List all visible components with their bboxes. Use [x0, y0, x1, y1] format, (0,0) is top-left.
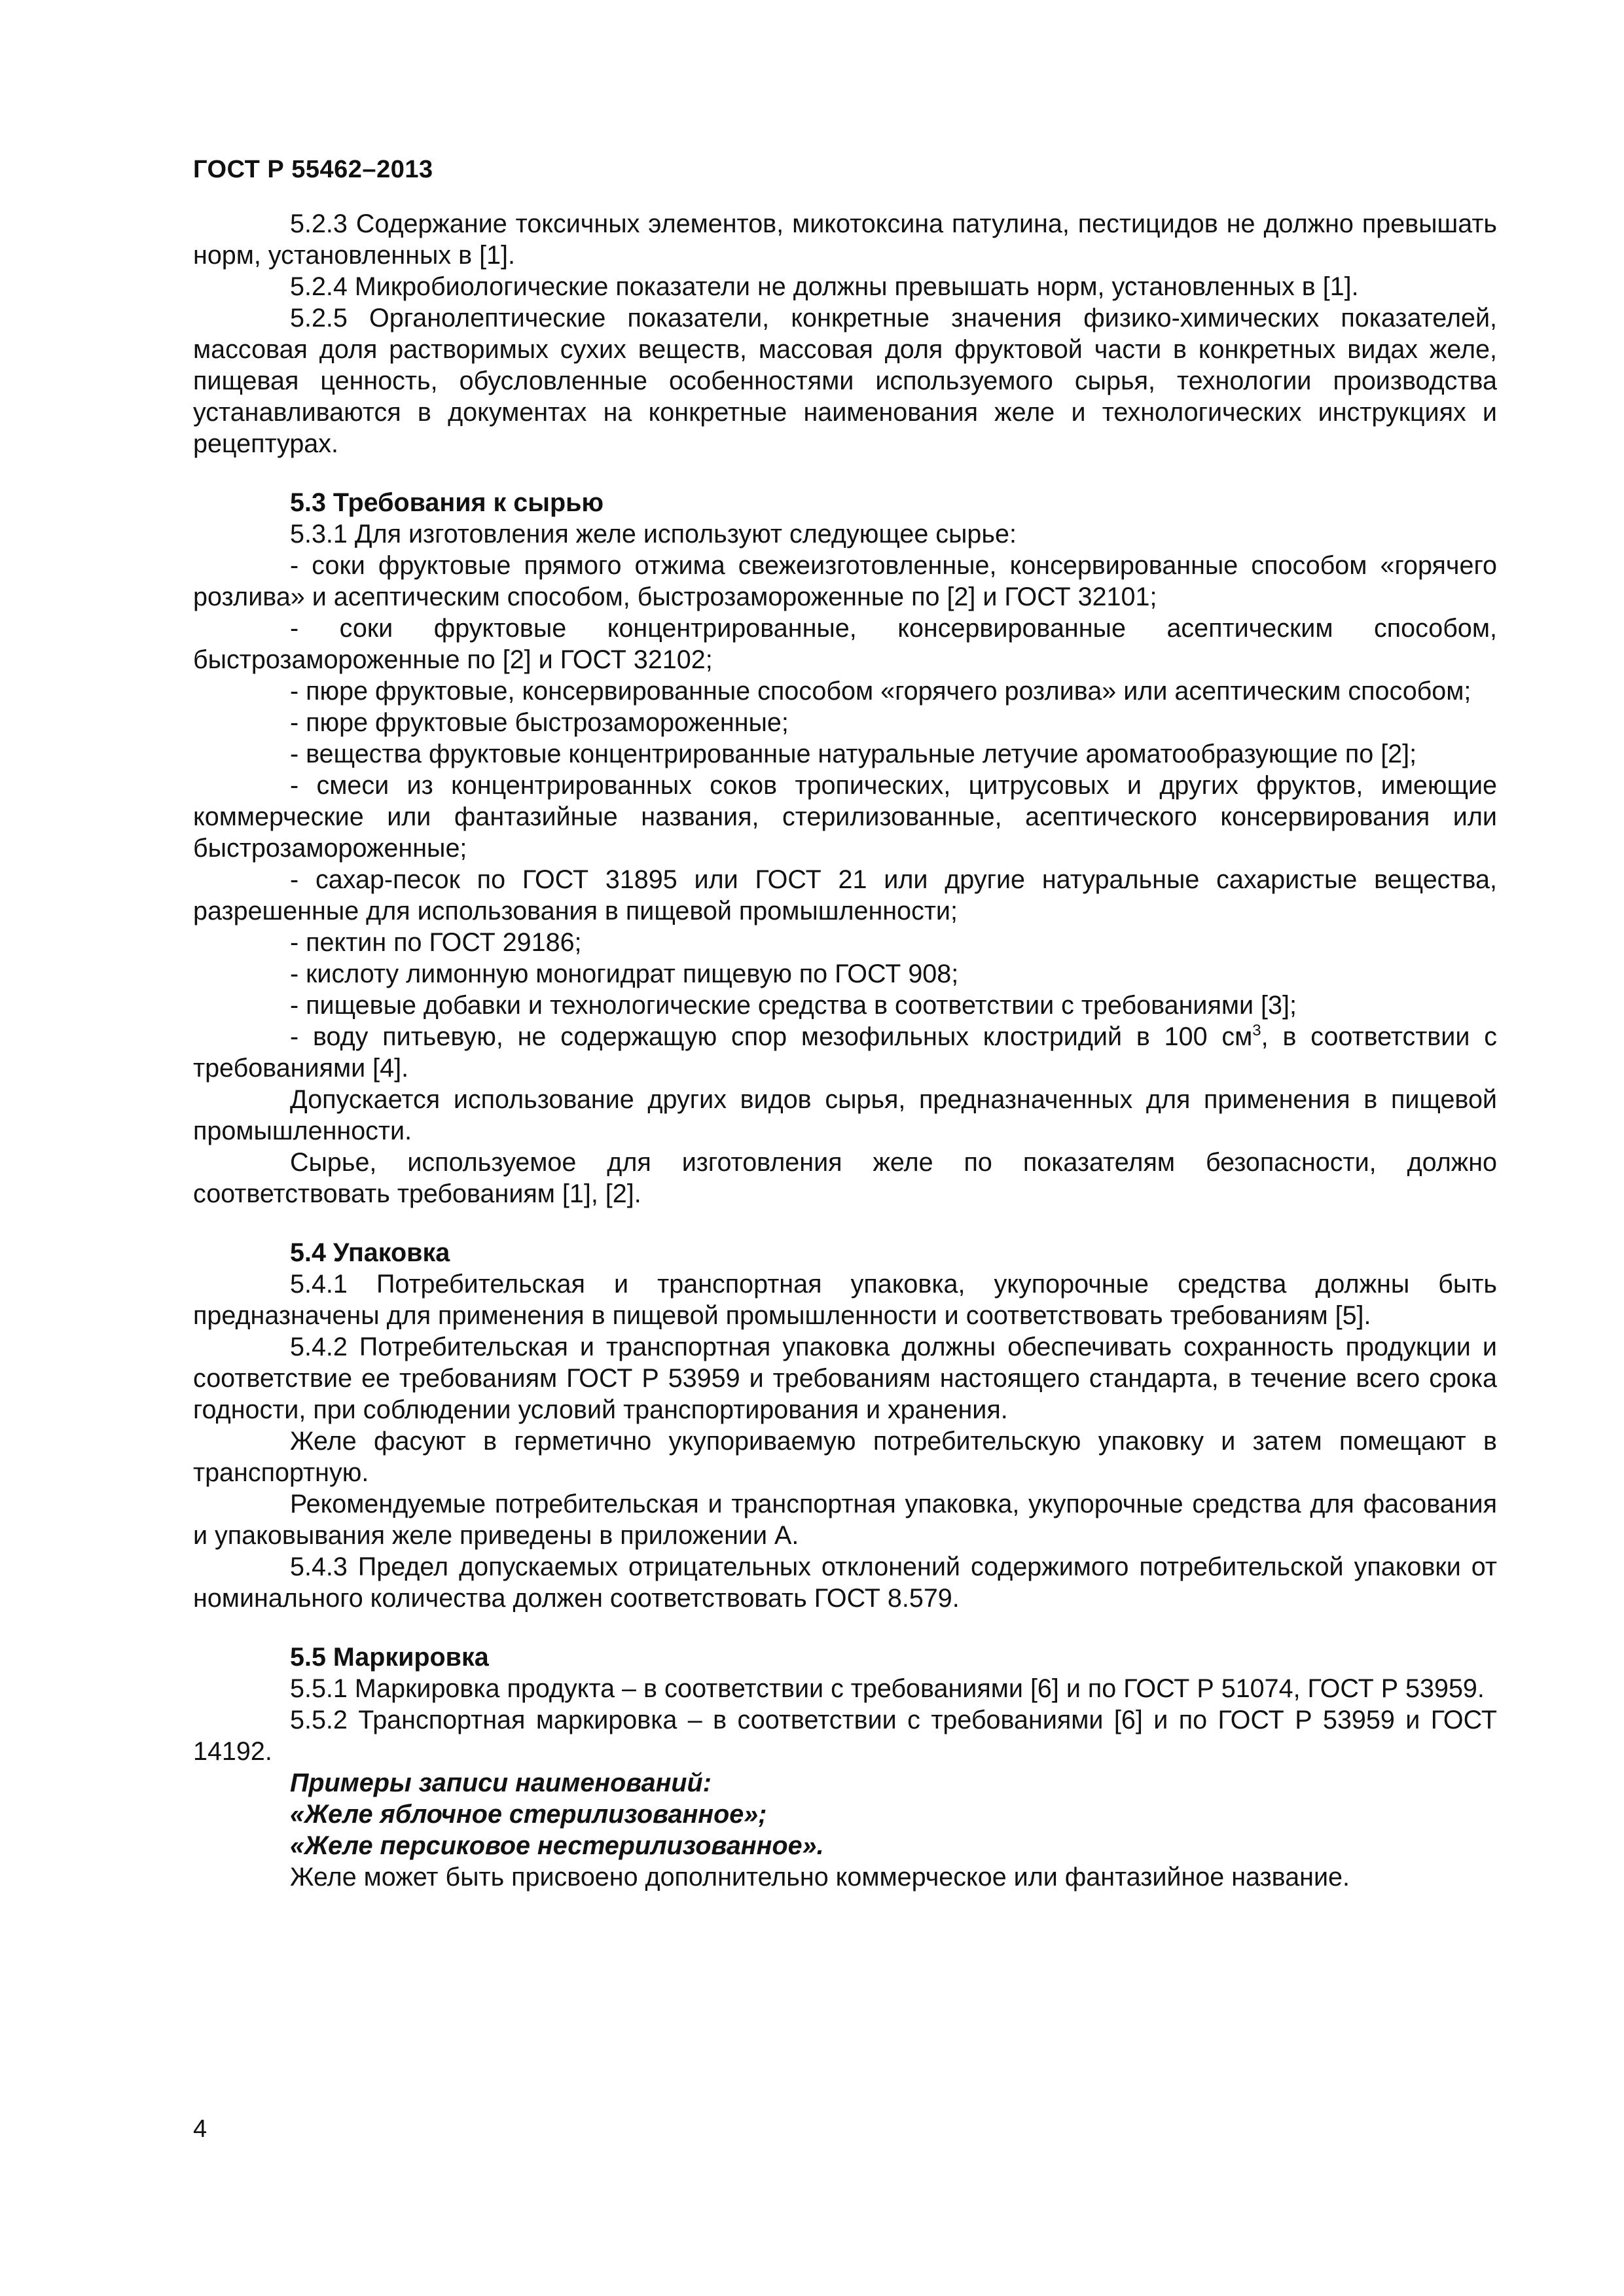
example-name: «Желе персиковое нестерилизованное».	[290, 1831, 824, 1860]
example-name: «Желе яблочное стерилизованное»;	[290, 1800, 767, 1829]
page-number: 4	[193, 2115, 208, 2143]
document-body	[193, 208, 1497, 1893]
raw-material-item-water	[193, 1021, 1497, 1084]
clause-5-4-1: 5.4.1 Потребительская и транспортная упаковка, укупорочные средства должны быть предназначены для применения в пищевой промышленности и соответствовать требованиям [5].	[193, 1270, 1497, 1330]
clause-5-2-4: 5.2.4 Микробиологические показатели не должны превышать норм, установленных в [1].	[290, 272, 1359, 301]
clause-5-4-2: 5.4.2 Потребительская и транспортная упаковка должны обеспечивать сохранность продукции и соответствие ее требованиям ГОСТ Р 53959 и требованиям настоящего стандарта, в течение всего срока годности, при соблюдении условий транспортирования и хранения.	[193, 1333, 1497, 1424]
raw-material-item: - пектин по ГОСТ 29186;	[290, 928, 582, 957]
clause-commercial-name: Желе может быть присвоено дополнительно коммерческое или фантазийное название.	[290, 1863, 1350, 1892]
clause-recommended-packaging: Рекомендуемые потребительская и транспортная упаковка, укупорочные средства для фасования и упаковывания желе приведены в приложении А.	[193, 1490, 1497, 1550]
clause-packing: Желе фасуют в герметично укупориваемую потребительскую упаковку и затем помещают в транспортную.	[193, 1427, 1497, 1487]
raw-material-item: - смеси из концентрированных соков тропических, цитрусовых и других фруктов, имеющие коммерческие или фантазийные названия, стерилизованные, асептического консервирования или быстрозамороженные;	[193, 771, 1497, 863]
superscript-3: 3	[1252, 1022, 1261, 1039]
raw-material-item: - пищевые добавки и технологические средства в соответствии с требованиями [3];	[290, 991, 1297, 1020]
section-title-5-3: 5.3 Требования к сырью	[290, 488, 604, 517]
clause-raw-material-safety: Сырье, используемое для изготовления желе по показателям безопасности, должно соответствовать требованиям [1], [2].	[193, 1148, 1497, 1208]
raw-material-item: - кислоту лимонную моногидрат пищевую по ГОСТ 908;	[290, 960, 959, 988]
examples-heading: Примеры записи наименований:	[290, 1768, 712, 1797]
clause-5-2-5: 5.2.5 Органолептические показатели, конкретные значения физико-химических показателей, массовая доля растворимых сухих веществ, массовая доля фруктовой части в конкретных видах желе, пищевая ценность, обусловленные особенностями используемого сырья, технологии производства устанавливаются в документах на конкретные наименования желе и технологических инструкциях и рецептурах.	[193, 304, 1497, 458]
water-text-start: - воду питьевую, не содержащую спор мезофильных клостридий в 100 см	[290, 1022, 1253, 1051]
raw-material-item: - сахар-песок по ГОСТ 31895 или ГОСТ 21 или другие натуральные сахаристые вещества, разрешенные для использования в пищевой промышленности;	[193, 865, 1497, 925]
raw-material-item: - вещества фруктовые концентрированные натуральные летучие ароматообразующие по [2];	[290, 740, 1417, 768]
raw-material-item: - пюре фруктовые, консервированные способом «горячего розлива» или асептическим способом;	[290, 677, 1471, 706]
clause-5-5-1: 5.5.1 Маркировка продукта – в соответствии с требованиями [6] и по ГОСТ Р 51074, ГОСТ Р 53959.	[290, 1674, 1485, 1703]
raw-material-item: - соки фруктовые прямого отжима свежеизготовленные, консервированные способом «горячего розлива» и асептическим способом, быстрозамороженные по [2] и ГОСТ 32101;	[193, 551, 1497, 611]
clause-other-raw-materials: Допускается использование других видов сырья, предназначенных для применения в пищевой промышленности.	[193, 1085, 1497, 1145]
document-code-header: ГОСТ Р 55462–2013	[193, 156, 433, 183]
raw-material-item: - пюре фруктовые быстрозамороженные;	[290, 708, 789, 737]
clause-5-5-2: 5.5.2 Транспортная маркировка – в соответствии с требованиями [6] и по ГОСТ Р 53959 и ГОСТ 14192.	[193, 1706, 1497, 1766]
clause-5-2-3: 5.2.3 Содержание токсичных элементов, микотоксина патулина, пестицидов не должно превышать норм, установленных в [1].	[193, 209, 1497, 270]
section-title-5-5: 5.5 Маркировка	[290, 1643, 489, 1672]
water-text-end: , в соответствии с требованиями [4].	[193, 1022, 1497, 1083]
clause-5-4-3: 5.4.3 Предел допускаемых отрицательных отклонений содержимого потребительской упаковки от номинального количества должен соответствовать ГОСТ 8.579.	[193, 1552, 1497, 1613]
section-title-5-4: 5.4 Упаковка	[290, 1238, 450, 1267]
clause-5-3-1: 5.3.1 Для изготовления желе используют следующее сырье:	[290, 520, 1017, 548]
raw-material-item: - соки фруктовые концентрированные, консервированные асептическим способом, быстрозамороженные по [2] и ГОСТ 32102;	[193, 614, 1497, 674]
